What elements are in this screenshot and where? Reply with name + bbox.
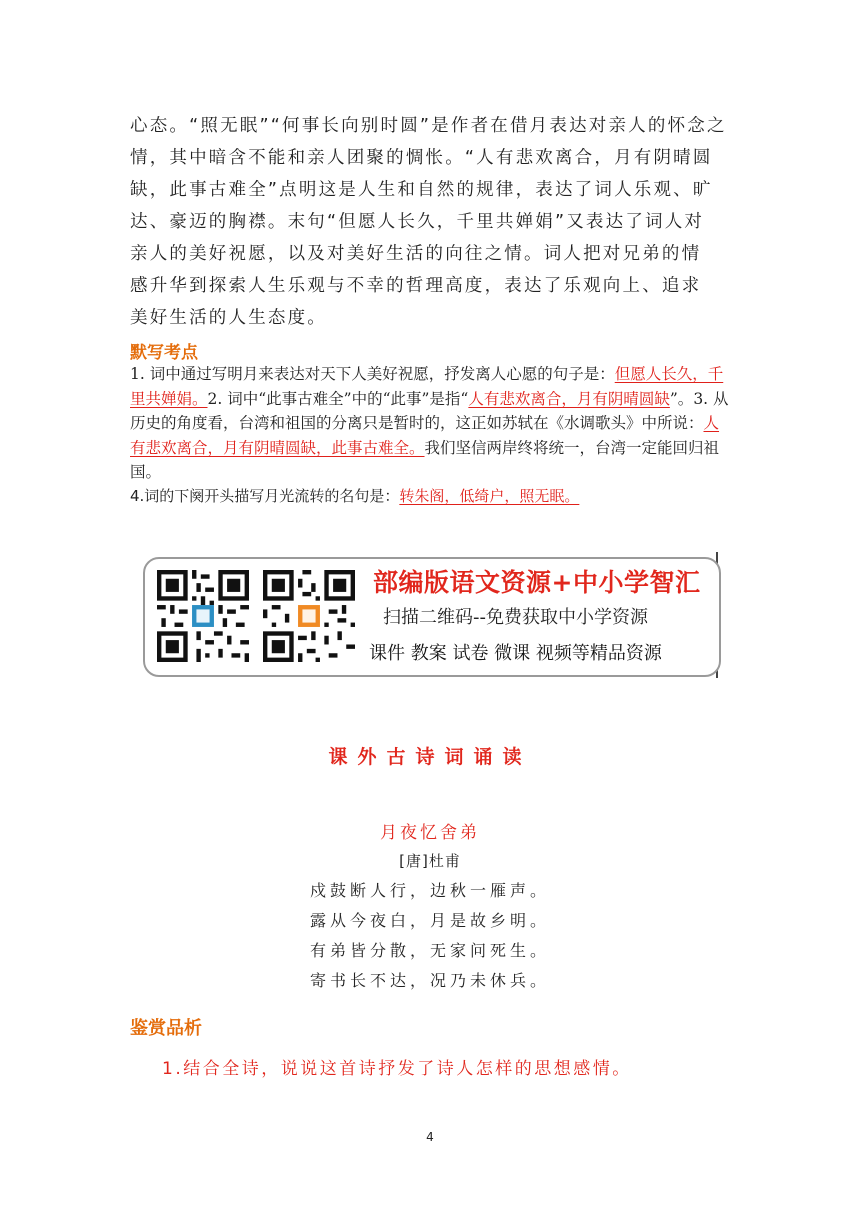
dictation-q2-end: ”。 (669, 389, 694, 408)
banner-subtitle: 扫描二维码--免费获取中小学资源 (383, 607, 648, 628)
poem-title: 月夜忆舍弟 (380, 823, 480, 843)
dictation-q3-end: 我们坚信两岸终将统一，台湾一定能回归祖国。 (130, 438, 720, 481)
appreciation-line: 情，其中暗含不能和亲人团聚的惆怅。“人有悲欢离合，月有阴晴圆 (130, 148, 713, 168)
page-number: 4 (426, 1130, 434, 1144)
appreciation-line: 达、豪迈的胸襟。末句“但愿人长久，千里共婵娟”又表达了词人对 (130, 212, 705, 232)
appreciation-line: 缺，此事古难全”点明这是人生和自然的规律，表达了词人乐观、旷 (130, 180, 713, 200)
dictation-q2-text: 2. 词中“此事古难全”中的“此事”是指“ (207, 389, 469, 408)
dictation-q3-text: 3. 从历史的角度看，台湾和祖国的分离只是暂时的，这正如苏轼在《水调歌头》中所说： (130, 389, 729, 432)
analysis-question: 1.结合全诗，说说这首诗抒发了诗人怎样的思想感情。 (162, 1059, 632, 1079)
section-title: 课外古诗词诵读 (328, 746, 532, 768)
appreciation-line: 美好生活的人生态度。 (130, 308, 327, 328)
dictation-q3-answer: 人有悲欢离合，月有阴晴圆缺，此事古难全。 (130, 414, 720, 457)
appreciation-line: 心态。“照无眠”“何事长向别时圆”是作者在借月表达对亲人的怀念之 (130, 116, 727, 136)
appreciation-line: 亲人的美好祝愿，以及对美好生活的向往之情。词人把对兄弟的情 (130, 244, 702, 264)
banner-resources: 课件 教案 试卷 微课 视频等精品资源 (369, 643, 662, 664)
dictation-q4-answer: 转朱阁，低绮户，照无眠。 (399, 487, 580, 505)
dictation-q1-answer: 但愿人长久，千里共婵娟。 (130, 365, 724, 408)
resource-banner[interactable] (143, 557, 721, 677)
qr-code-icon[interactable] (263, 570, 355, 662)
analysis-heading: 鉴赏品析 (130, 1018, 202, 1039)
dictation-q2-answer: 人有悲欢离合，月有阴晴圆缺 (468, 389, 670, 408)
poem-line: 寄书长不达，况乃未休兵。 (309, 971, 550, 990)
poem-line: 戍鼓断人行，边秋一雁声。 (309, 881, 550, 900)
qr-code-icon[interactable] (157, 570, 249, 662)
dictation-block (130, 362, 732, 485)
poem-author: [唐]杜甫 (399, 852, 461, 870)
poem-line: 有弟皆分散，无家问死生。 (309, 941, 550, 960)
appreciation-paragraph (130, 110, 730, 334)
dictation-q1-text: 1. 词中通过写明月来表达对天下人美好祝愿，抒发离人心愿的句子是： (130, 365, 615, 383)
dictation-q4-text: 4.词的下阕开头描写月光流转的名句是： (130, 487, 400, 505)
dictation-heading: 默写考点 (130, 343, 198, 363)
poem-line: 露从今夜白，月是故乡明。 (309, 911, 550, 930)
appreciation-line: 感升华到探索人生乐观与不幸的哲理高度，表达了乐观向上、追求 (130, 276, 702, 296)
dictation-q4 (130, 484, 732, 509)
banner-title: 部编版语文资源+中小学智汇 (373, 568, 701, 597)
